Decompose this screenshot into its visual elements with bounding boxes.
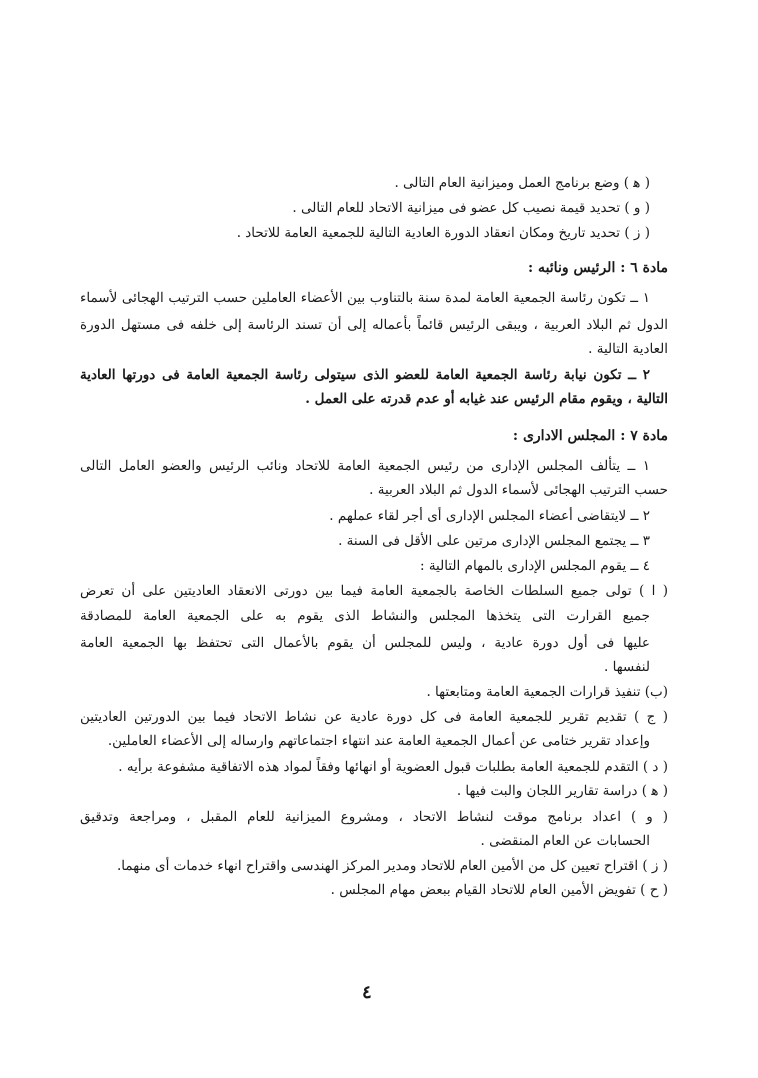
article7-heading: مادة ٧ : المجلس الادارى : <box>512 428 668 444</box>
task-j-line: وإعداد تقرير ختامى عن أعمال الجمعية العامة عند انتهاء اجتماعاتهم وارساله إلى الأعضاء العاملين. <box>107 733 650 749</box>
task-j-line: ( ج ) تقديم تقرير للجمعية العامة فى كل دورة عادية عن نشاط الاتحاد فيما بين الدورتين العاديتين <box>80 709 668 725</box>
task-w-line: ( و ) اعداد برنامج موقت لنشاط الاتحاد ، ومشروع الميزانية للعام المقبل ، ومراجعة وتدقيق <box>80 809 668 825</box>
task-a-line: جميع القرارت التى يتخذها المجلس والنشاط الذى يقوم به على الجمعية العامة للمصادقة <box>80 608 650 624</box>
article5-item-w: ( و ) تحديد قيمة نصيب كل عضو فى ميزانية الاتحاد للعام التالى . <box>292 200 650 216</box>
article7-p4: ٤ ــ يقوم المجلس الإدارى بالمهام التالية : <box>419 558 650 574</box>
article6-p2-line: ٢ ــ تكون نيابة رئاسة الجمعية العامة للعضو الذى سيتولى رئاسة الجمعية العامة فى دورتها العادية <box>80 367 650 383</box>
task-w-line: الحسابات عن العام المنقضى . <box>480 833 650 849</box>
article7-p1-line: حسب الترتيب الهجائى لأسماء الدول ثم البلاد العربية . <box>369 482 668 498</box>
article6-heading: مادة ٦ : الرئيس ونائبه : <box>528 260 668 276</box>
task-a-line: ( ا ) تولى جميع السلطات الخاصة بالجمعية العامة فيما بين دورتى الانعقاد العاديتين على أن تعرض <box>80 583 668 599</box>
article6-p1-line: العادية التالية . <box>588 341 668 357</box>
page-number: ٤ <box>362 982 372 1003</box>
task-ha: ( ح ) تفويض الأمين العام للاتحاد القيام ببعض مهام المجلس . <box>330 882 668 898</box>
article7-p3: ٣ ــ يجتمع المجلس الإدارى مرتين على الأقل فى السنة . <box>338 533 650 549</box>
article5-item-h: ( ﻫ ) وضع برنامج العمل وميزانية العام التالى . <box>394 175 650 191</box>
article6-p1-line: الدول ثم البلاد العربية ، ويبقى الرئيس قائماً بأعماله إلى أن تسند الرئاسة إلى خلفه فى مستهل الدورة <box>80 317 668 333</box>
article6-p2-line: التالية ، ويقوم مقام الرئيس عند غيابه أو عدم قدرته على العمل . <box>305 391 668 407</box>
article6-p1-line: ١ ــ تكون رئاسة الجمعية العامة لمدة سنة بالتناوب بين الأعضاء العاملين حسب الترتيب الهجائى لأسماء <box>80 290 650 306</box>
article7-p2: ٢ ــ لايتقاضى أعضاء المجلس الإدارى أى أجر لقاء عملهم . <box>329 508 650 524</box>
task-z: ( ز ) اقتراح تعيين كل من الأمين العام للاتحاد ومدير المركز الهندسى واقتراح انهاء خدمات أى منهما. <box>117 858 668 874</box>
task-d: ( د ) التقدم للجمعية العامة بطلبات قبول العضوية أو انهائها وفقاً لمواد هذه الاتفاقية مشفوعة برأيه . <box>118 759 668 775</box>
article7-p1-line: ١ ــ يتألف المجلس الإدارى من رئيس الجمعية العامة للاتحاد ونائب الرئيس والعضو العامل التالى <box>80 458 650 474</box>
task-h: ( ﻫ ) دراسة تقارير اللجان والبت فيها . <box>456 783 668 799</box>
task-b: (ب) تنفيذ قرارات الجمعية العامة ومتابعتها . <box>426 684 668 700</box>
article5-item-z: ( ز ) تحديد تاريخ ومكان انعقاد الدورة العادية التالية للجمعية العامة للاتحاد . <box>236 225 650 241</box>
task-a-line: عليها فى أول دورة عادية ، وليس للمجلس أن يقوم بالأعمال التى تحتفظ بها الجمعية العامة <box>80 635 650 651</box>
task-a-line: لنفسها . <box>604 659 650 675</box>
